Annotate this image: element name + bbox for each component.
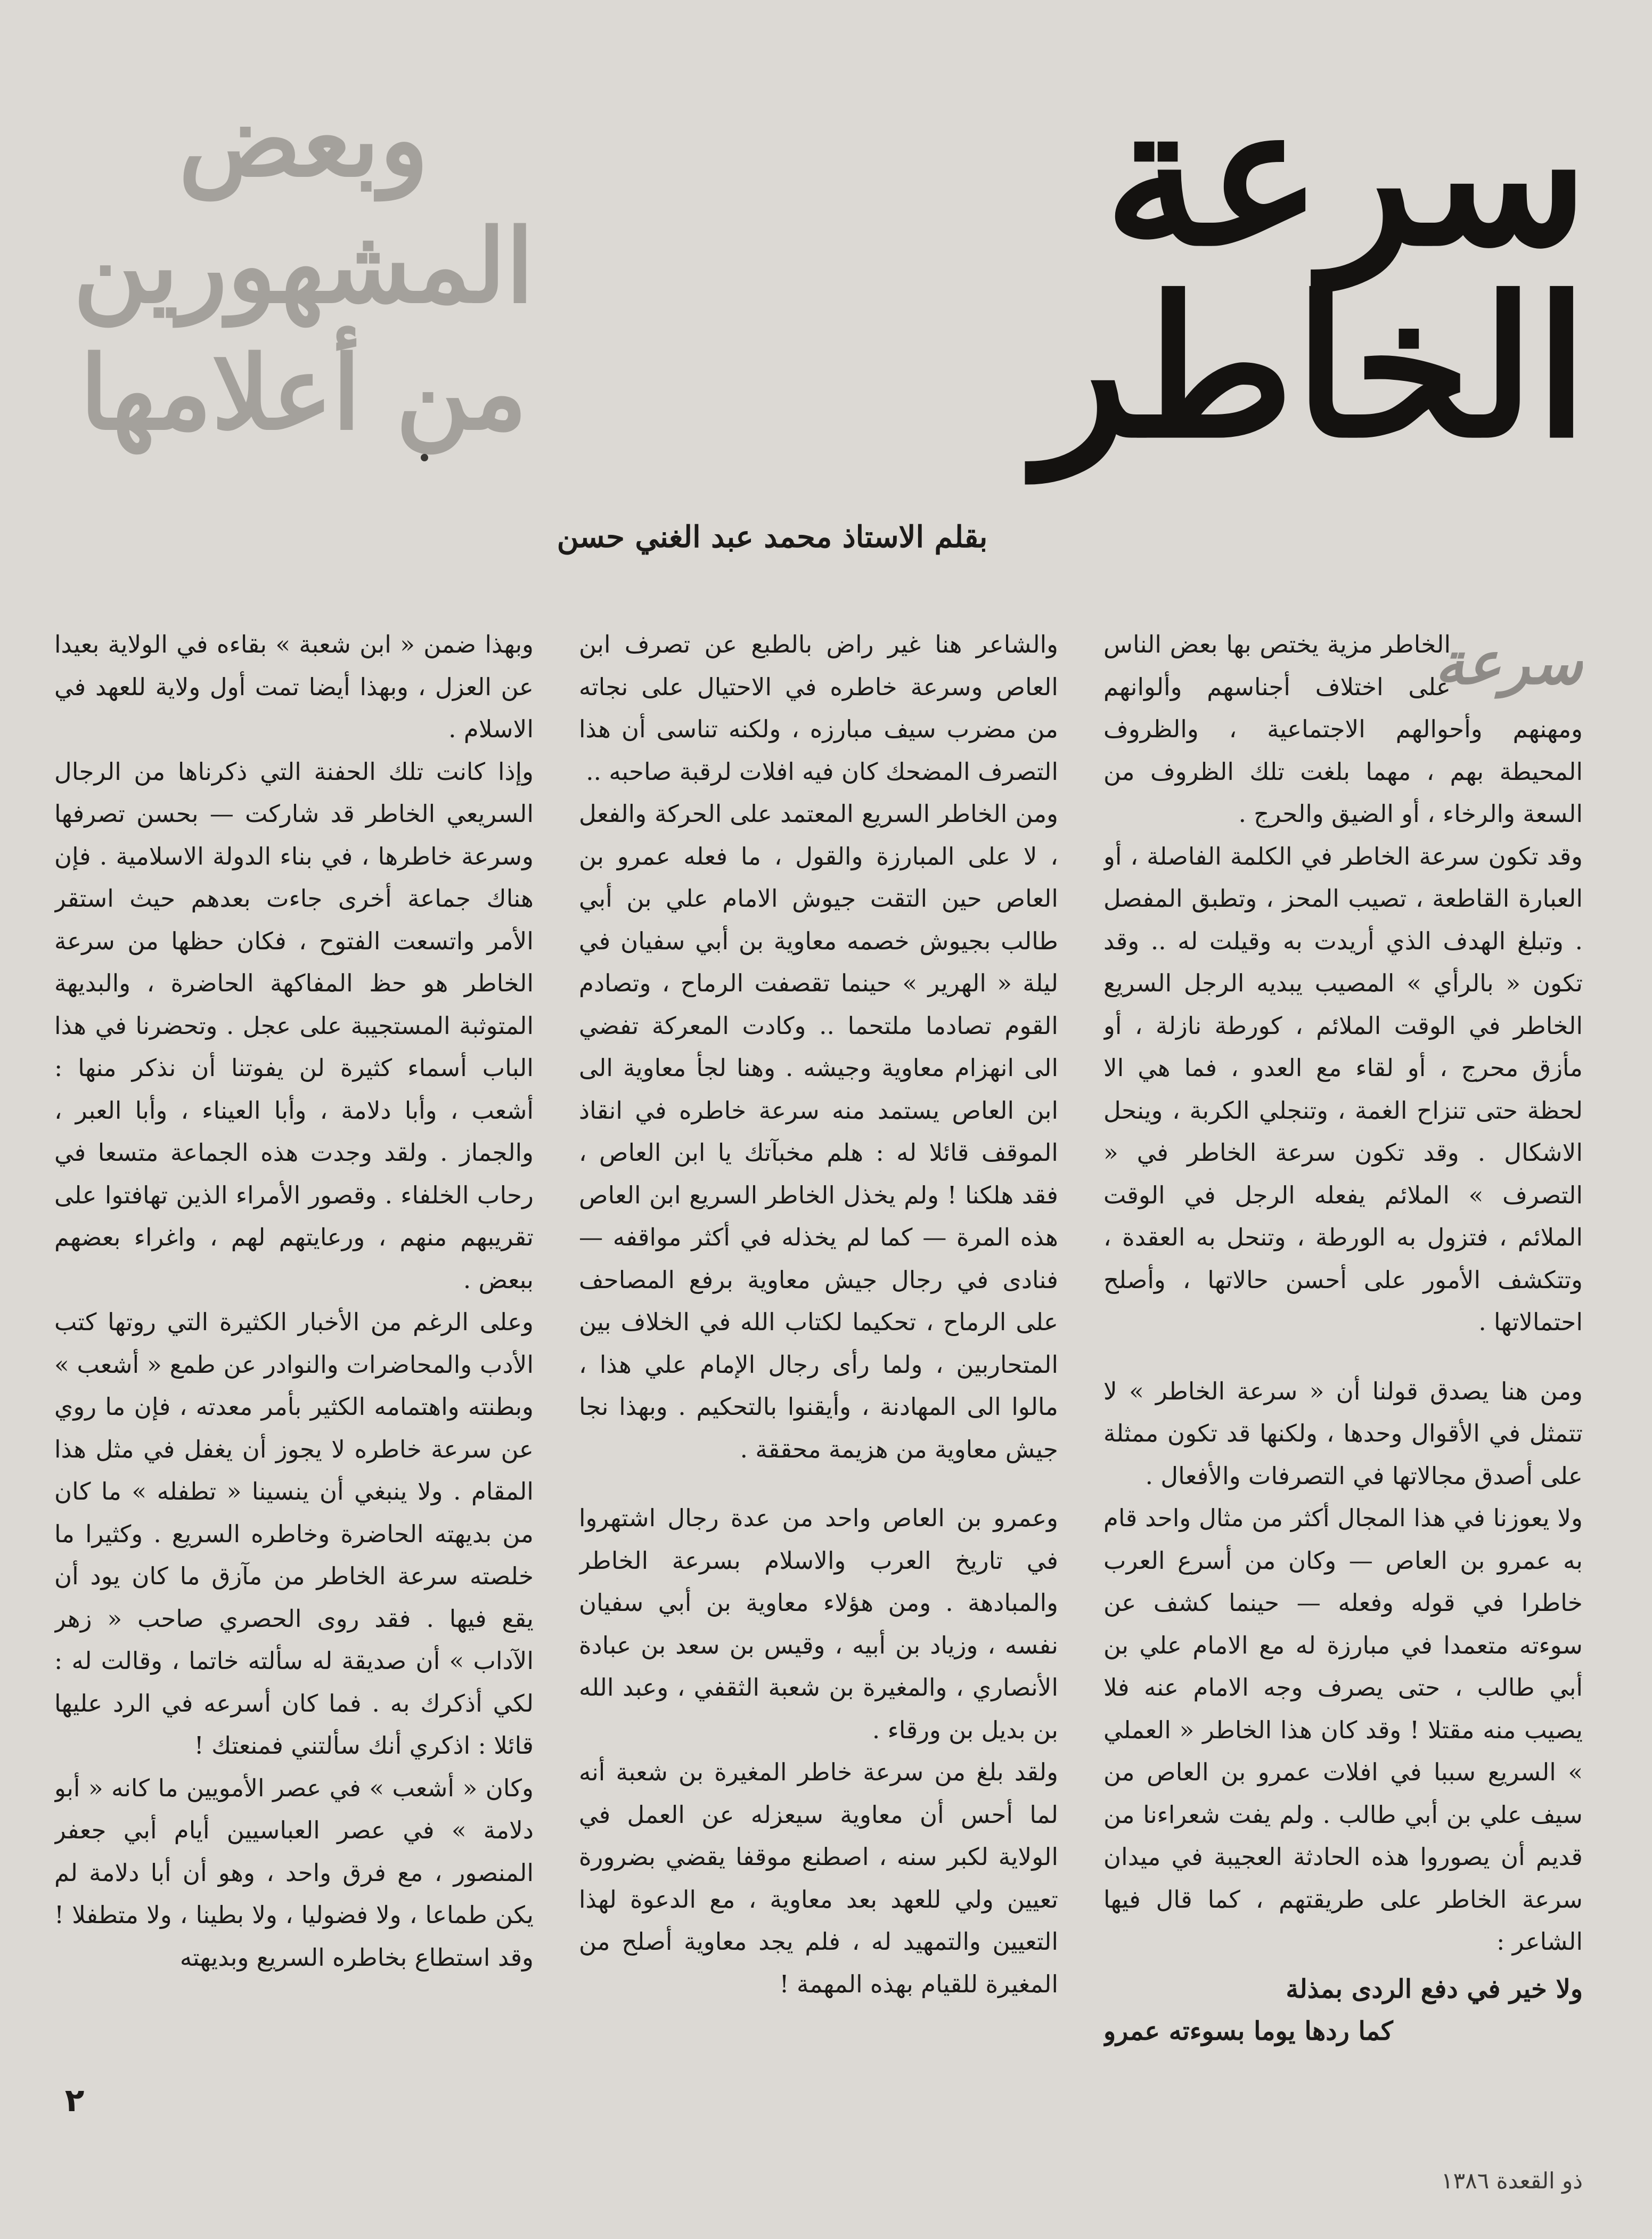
paragraph: ولا يعوزنا في هذا المجال أكثر من مثال واحد قام به عمرو بن العاص — وكان من أسرع العرب خاطرا في قوله وفعله — حينما كشف عن سوءته متعمدا في مبارزة له مع الامام علي بن أبي طالب ، حتى يصرف وجه الامام عنه فلا يصيب منه مقتلا ! وقد كان هذا الخاطر « العملي » السريع سببا في افلات عمرو بن العاص من سيف علي بن أبي طالب . ولم يفت شعراءنا من قديم أن يصوروا هذه الحادثة العجيبة في ميدان سرعة الخاطر على طريقتهم ، كما قال فيها الشاعر : xyxy=(1103,1504,1583,1956)
paragraph: وكان « أشعب » في عصر الأمويين ما كانه « أبو دلامة » في عصر العباسيين أيام أبي جعفر المنصور ، مع فرق واحد ، وهو أن أبا دلامة لم يكن طماعا ، ولا فضوليا ، ولا بطينا ، ولا متطفلا ! وقد استطاع بخاطره السريع وبديهته xyxy=(54,1773,534,1972)
paragraph-spacer xyxy=(579,1470,1058,1497)
column-left xyxy=(54,623,534,2072)
subtitle-line-2: من أعلامها xyxy=(80,333,527,452)
paragraph: وعلى الرغم من الأخبار الكثيرة التي روتها كتب الأدب والمحاضرات والنوادر عن طمع « أشعب » وبطنته واهتمامه الكثير بأمر معدته ، فإن ما روي عن سرعة خاطره لا يجوز أن يغفل في مثل هذا المقام . ولا ينبغي أن ينسينا « تطفله » ما كان من بديهته الحاضرة وخاطره السريع . وكثيرا ما خلصته سرعة الخاطر من مآزق ما كان يود أن يقع فيها . فقد روى الحصري صاحب « زهر الآداب » أن صديقة له سألته خاتما ، وقالت له : لكي أذكرك به . فما كان أسرعه في الرد عليها قائلا : اذكري أنك سألتني فمنعتك ! xyxy=(54,1308,534,1760)
article-title: سرعة الخاطر xyxy=(1036,63,1588,480)
paragraph-text: الخاطر مزية يختص بها بعض الناس على اختلاف أجناسهم وألوانهم ومهنهم وأحوالهم الاجتماعية ، والظروف المحيطة بهم ، مهما بلغت تلك الظروف من السعة والرخاء ، أو الضيق والحرج . xyxy=(1103,630,1583,828)
article-body xyxy=(54,623,1583,2072)
issue-date: ذو القعدة ١٣٨٦ xyxy=(1441,2168,1583,2194)
column-right xyxy=(1103,623,1583,2072)
paragraph: ولقد بلغ من سرعة خاطر المغيرة بن شعبة أنه لما أحس أن معاوية سيعزله عن العمل في الولاية لكبر سنه ، اصطنع موقفا يقضي بضرورة تعيين ولي للعهد بعد معاوية ، مع الدعوة لهذا التعيين والتمهيد له ، فلم يجد معاوية أصلح من المغيرة للقيام بهذه المهمة ! xyxy=(579,1758,1058,1998)
paragraph: وقد تكون سرعة الخاطر في الكلمة الفاصلة ، أو العبارة القاطعة ، تصيب المحز ، وتطبق المفصل . وتبلغ الهدف الذي أريدت به وقيلت له .. وقد تكون « بالرأي » المصيب يبديه الرجل السريع الخاطر في الوقت الملائم ، كورطة نازلة ، أو مأزق محرج ، أو لقاء مع العدو ، فما هي الا لحظة حتى تنزاح الغمة ، وتنجلي الكربة ، وينحل الاشكال . وقد تكون سرعة الخاطر في « التصرف » الملائم يفعله الرجل في الوقت الملائم ، فتزول به الورطة ، وتنحل به العقدة ، وتتكشف الأمور على أحسن حالاتها ، وأصلح احتمالاتها . xyxy=(1103,842,1583,1336)
article-subtitle xyxy=(37,80,570,452)
poem-verse xyxy=(1103,1968,1583,2053)
verse-line-2: كما ردها يوما بسوءته عمرو xyxy=(1103,2016,1393,2046)
paragraph: وإذا كانت تلك الحفنة التي ذكرناها من الرجال السريعي الخاطر قد شاركت — بحسن تصرفها وسرعة خاطرها ، في بناء الدولة الاسلامية . فإن هناك جماعة أخرى جاءت بعدهم حيث استقر الأمر واتسعت الفتوح ، فكان حظها من سرعة الخاطر هو حظ المفاكهة الحاضرة ، والبديهة المتوثبة المستجيبة على عجل . وتحضرنا في هذا الباب أسماء كثيرة لن يفوتنا أن نذكر منها : أشعب ، وأبا دلامة ، وأبا العيناء ، وأبا العبر ، والجماز . ولقد وجدت هذه الجماعة متسعا في رحاب الخلفاء . وقصور الأمراء الذين تهافتوا على تقريبهم منهم ، ورعايتهم لهم ، واغراء بعضهم ببعض . xyxy=(54,757,534,1294)
page-number: ٢ xyxy=(64,2082,85,2119)
author-byline: بقلم الاستاذ محمد عبد الغني حسن xyxy=(557,519,988,555)
paragraph: والشاعر هنا غير راض بالطبع عن تصرف ابن العاص وسرعة خاطره في الاحتيال على نجاته من مضرب سيف مبارزه ، ولكنه تناسى أن هذا التصرف المضحك كان فيه افلات لرقبة صاحبه .. xyxy=(579,630,1058,786)
paragraph: وبهذا ضمن « ابن شعبة » بقاءه في الولاية بعيدا عن العزل ، وبهذا أيضا تمت أول ولاية للعهد في الاسلام . xyxy=(54,630,534,743)
paragraph-spacer xyxy=(1103,1344,1583,1370)
paragraph: ومن الخاطر السريع المعتمد على الحركة والفعل ، لا على المبارزة والقول ، ما فعله عمرو بن العاص حين التقت جيوش الامام علي بن أبي طالب بجيوش خصمه معاوية بن أبي سفيان في ليلة « الهرير » حينما تقصفت الرماح ، وتصادم القوم تصادما ملتحما .. وكادت المعركة تفضي الى انهزام معاوية وجيشه . وهنا لجأ معاوية الى ابن العاص يستمد منه سرعة خاطره في انقاذ الموقف قائلا له : هلم مخبآتك يا ابن العاص ، فقد هلكنا ! ولم يخذل الخاطر السريع ابن العاص هذه المرة — كما لم يخذله في أكثر مواقفه — فنادى في رجال جيش معاوية برفع المصاحف على الرماح ، تحكيما لكتاب الله في الخلاف بين المتحاربين ، ولما رأى رجال الإمام علي هذا ، مالوا الى المهادنة ، وأيقنوا بالتحكيم . وبهذا نجا جيش معاوية من هزيمة محققة . xyxy=(579,800,1058,1463)
paragraph xyxy=(1103,623,1583,835)
subtitle-line-1: وبعض المشهورين xyxy=(73,80,534,326)
verse-line-1: ولا خير في دفع الردى بمذلة xyxy=(1286,1974,1583,2004)
drop-cap: سرعة xyxy=(1435,629,1583,697)
paragraph: وعمرو بن العاص واحد من عدة رجال اشتهروا في تاريخ العرب والاسلام بسرعة الخاطر والمبادهة . ومن هؤلاء معاوية بن أبي سفيان نفسه ، وزياد بن أبيه ، وقيس بن سعد بن عبادة الأنصاري ، والمغيرة بن شعبة الثقفي ، وعبد الله بن بديل بن ورقاء . xyxy=(579,1504,1058,1744)
paragraph: ومن هنا يصدق قولنا أن « سرعة الخاطر » لا تتمثل في الأقوال وحدها ، ولكنها قد تكون ممثلة على أصدق مجالاتها في التصرفات والأفعال . xyxy=(1103,1377,1583,1490)
column-middle xyxy=(579,623,1058,2072)
decorative-dot xyxy=(421,454,428,461)
